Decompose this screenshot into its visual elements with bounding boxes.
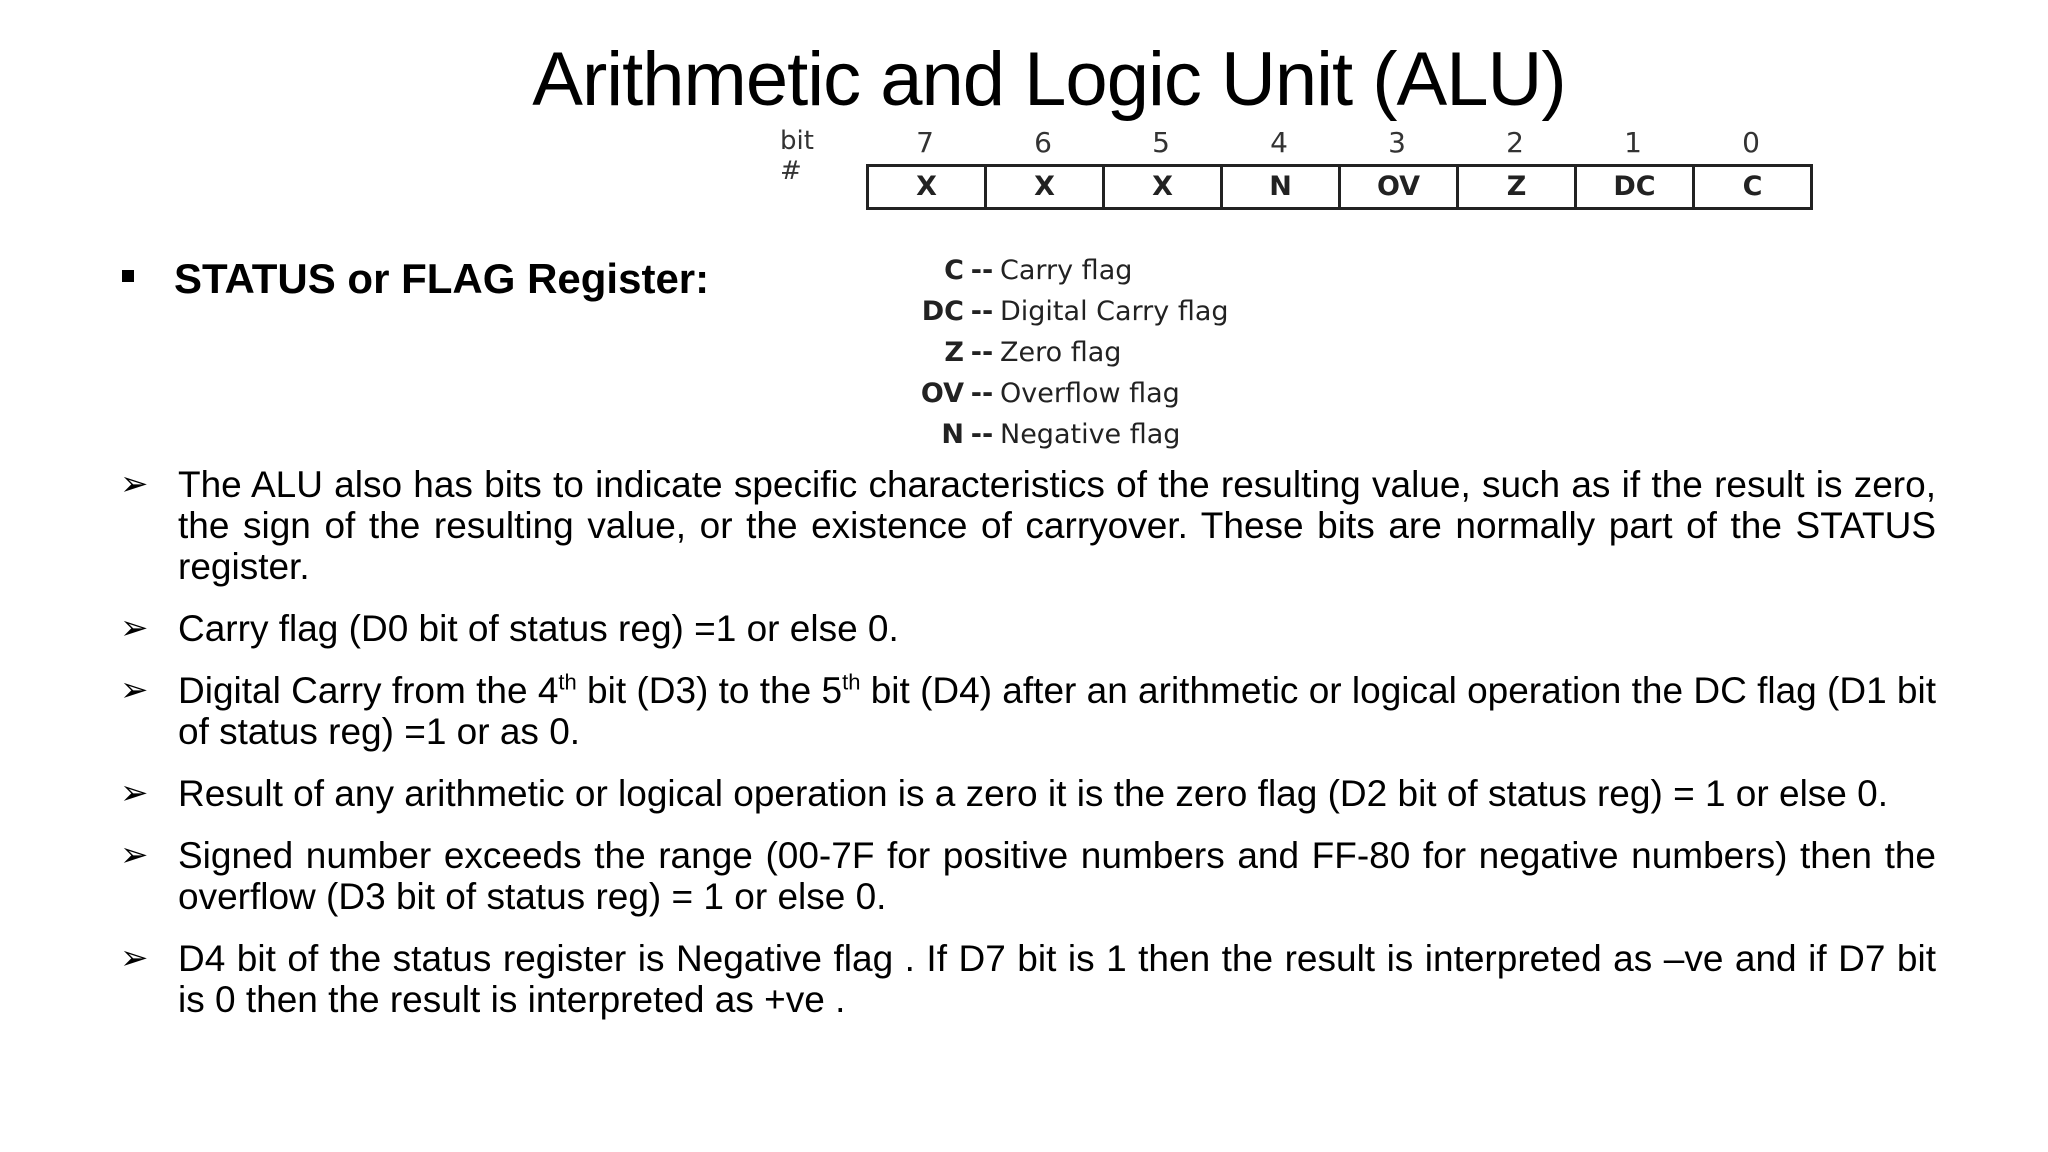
legend-item bbox=[880, 414, 1229, 455]
status-register-heading bbox=[122, 255, 709, 303]
register-cell: X bbox=[1105, 167, 1223, 207]
legend-separator: -- bbox=[970, 378, 994, 409]
arrow-bullet-icon: ➢ bbox=[120, 671, 149, 709]
legend-description: Carry flag bbox=[1000, 255, 1133, 286]
register-cell: OV bbox=[1341, 167, 1459, 207]
legend-item bbox=[880, 332, 1229, 373]
text-segment: bit (D4) after an arithmetic or logical operation the DC flag (D1 bit of status reg) =1 or as 0. bbox=[178, 670, 1937, 752]
list-item bbox=[120, 938, 1936, 1020]
legend-description: Digital Carry flag bbox=[1000, 296, 1229, 327]
legend-description: Zero flag bbox=[1000, 337, 1122, 368]
legend-code: OV bbox=[920, 378, 964, 409]
legend-separator: -- bbox=[970, 296, 994, 327]
arrow-bullet-icon: ➢ bbox=[120, 939, 149, 977]
legend-item bbox=[880, 291, 1229, 332]
arrow-bullet-icon: ➢ bbox=[120, 465, 149, 503]
superscript: th bbox=[842, 669, 861, 695]
bullet-text: Carry flag (D0 bit of status reg) =1 or else 0. bbox=[178, 608, 899, 649]
bit-number: 6 bbox=[1034, 126, 1052, 159]
legend-code: DC bbox=[921, 296, 964, 327]
legend-code: N bbox=[941, 419, 964, 450]
bit-number: 2 bbox=[1506, 126, 1524, 159]
bullet-text: D4 bit of the status register is Negative flag . If D7 bit is 1 then the result is interpreted as –ve and if D7 bit is 0 then the result is interpreted as +ve . bbox=[178, 938, 1936, 1020]
legend-separator: -- bbox=[970, 337, 994, 368]
register-cell: Z bbox=[1459, 167, 1577, 207]
slide-title: Arithmetic and Logic Unit (ALU) bbox=[532, 37, 1566, 122]
legend-code: Z bbox=[944, 337, 964, 368]
bullet-text: Signed number exceeds the range (00-7F for positive numbers and FF-80 for negative numbers) then the overflow (D3 bit of status reg) = 1 or else 0. bbox=[178, 835, 1936, 917]
legend-code: C bbox=[944, 255, 964, 286]
register-cell: X bbox=[869, 167, 987, 207]
list-item bbox=[120, 773, 1936, 814]
list-item bbox=[120, 608, 1936, 649]
bit-number: 3 bbox=[1388, 126, 1406, 159]
bullet-text bbox=[178, 670, 1936, 752]
bit-number: 7 bbox=[916, 126, 934, 159]
bullet-text: The ALU also has bits to indicate specific characteristics of the resulting value, such as if the result is zero, the sign of the resulting value, or the existence of carryover. These bits are normally part of the STATUS register. bbox=[178, 464, 1936, 587]
legend-separator: -- bbox=[970, 419, 994, 450]
register-cell: DC bbox=[1577, 167, 1695, 207]
list-item bbox=[120, 835, 1936, 917]
list-item bbox=[120, 670, 1936, 752]
heading-text: STATUS or FLAG Register: bbox=[174, 255, 710, 302]
bit-number: 5 bbox=[1152, 126, 1170, 159]
square-bullet-icon bbox=[122, 270, 134, 282]
list-item bbox=[120, 464, 1936, 587]
bullet-list bbox=[120, 464, 1936, 1041]
arrow-bullet-icon: ➢ bbox=[120, 774, 149, 812]
legend-description: Negative flag bbox=[1000, 419, 1181, 450]
superscript: th bbox=[558, 669, 577, 695]
bit-number: 4 bbox=[1270, 126, 1288, 159]
arrow-bullet-icon: ➢ bbox=[120, 609, 149, 647]
legend-description: Overflow flag bbox=[1000, 378, 1180, 409]
bit-number-row bbox=[866, 126, 1810, 159]
register-cell: X bbox=[987, 167, 1105, 207]
legend-item bbox=[880, 373, 1229, 414]
legend-item bbox=[880, 250, 1229, 291]
text-segment: bit (D3) to the 5 bbox=[576, 670, 843, 711]
bit-number: 0 bbox=[1742, 126, 1760, 159]
text-segment: Digital Carry from the 4 bbox=[178, 670, 559, 711]
bit-number: 1 bbox=[1624, 126, 1642, 159]
register-cell: C bbox=[1742, 171, 1763, 202]
register-cell: N bbox=[1223, 167, 1341, 207]
bit-number-label: bit # bbox=[780, 126, 814, 186]
arrow-bullet-icon: ➢ bbox=[120, 836, 149, 874]
flag-legend bbox=[880, 250, 1229, 455]
bullet-text: Result of any arithmetic or logical operation is a zero it is the zero flag (D2 bit of status reg) = 1 or else 0. bbox=[178, 773, 1889, 814]
register-cells bbox=[866, 164, 1813, 210]
legend-separator: -- bbox=[970, 255, 994, 286]
